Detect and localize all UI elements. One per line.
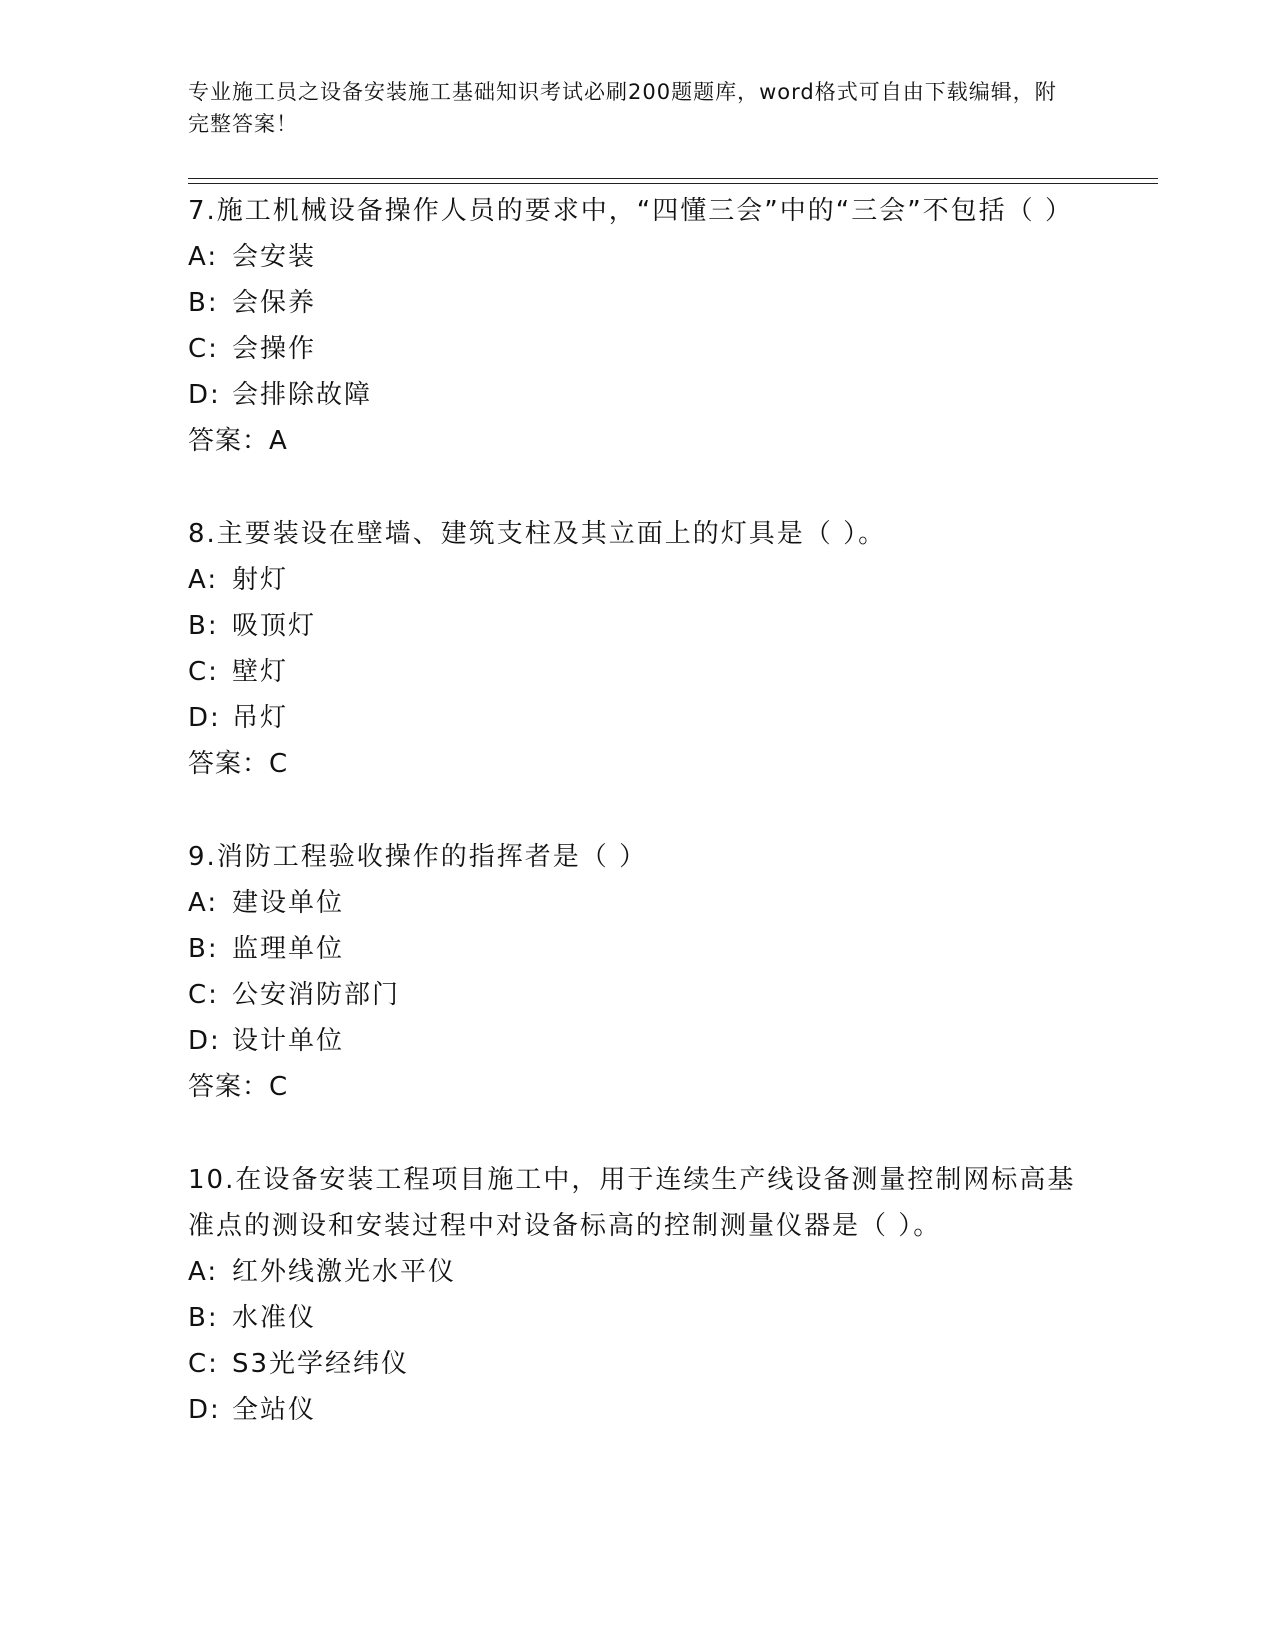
option-text: 设计单位 [232,1026,345,1056]
header-divider-top [188,178,1158,179]
option-text: 建设单位 [232,888,345,918]
option-text: 会操作 [232,334,317,364]
header-divider-bottom [188,183,1158,184]
option-key: B: [188,934,219,964]
option-c [188,972,1088,1018]
option-key: A: [188,888,219,918]
option-key: A: [188,565,219,595]
option-text: 会安装 [232,242,317,272]
option-key: D: [188,703,221,733]
option-key: C: [188,1349,219,1379]
answer-line: 答案：C [188,1072,289,1102]
option-text: S3光学经纬仪 [232,1349,410,1379]
option-text: 吊灯 [232,703,289,733]
option-text: 会保养 [232,288,317,318]
option-text: 水准仪 [232,1303,317,1333]
question-stem: 10.在设备安装工程项目施工中，用于连续生产线设备测量控制网标高基准点的测设和安装过程中对设备标高的控制测量仪器是（ ）。 [188,1165,1076,1241]
option-a [188,234,1088,280]
option-key: B: [188,1303,219,1333]
answer-line: 答案：A [188,426,288,456]
option-a [188,880,1088,926]
option-c [188,1341,1088,1387]
option-text: 监理单位 [232,934,345,964]
option-d [188,1387,1088,1433]
document-header: 专业施工员之设备安装施工基础知识考试必刷200题题库，word格式可自由下载编辑，附完整答案！ [188,80,1057,136]
option-c [188,649,1088,695]
option-c [188,326,1088,372]
question-7 [188,188,1088,464]
option-b [188,1295,1088,1341]
question-9 [188,834,1088,1110]
option-key: B: [188,288,219,318]
option-text: 射灯 [232,565,289,595]
option-key: C: [188,334,219,364]
question-stem: 7.施工机械设备操作人员的要求中，“四懂三会”中的“三会”不包括（ ） [188,196,1073,226]
option-key: C: [188,980,219,1010]
option-text: 吸顶灯 [232,611,317,641]
option-key: A: [188,242,219,272]
option-key: D: [188,1395,221,1425]
option-b [188,280,1088,326]
option-b [188,926,1088,972]
option-d [188,372,1088,418]
option-a [188,1249,1088,1295]
option-text: 全站仪 [232,1395,317,1425]
answer-line: 答案：C [188,749,289,779]
option-a [188,557,1088,603]
option-text: 红外线激光水平仪 [232,1257,457,1287]
option-text: 公安消防部门 [232,980,401,1010]
option-key: B: [188,611,219,641]
option-b [188,603,1088,649]
question-10 [188,1157,1088,1433]
option-key: D: [188,1026,221,1056]
question-stem: 9.消防工程验收操作的指挥者是（ ） [188,842,648,872]
question-stem: 8.主要装设在壁墙、建筑支柱及其立面上的灯具是（ ）。 [188,519,887,549]
option-text: 壁灯 [232,657,289,687]
option-d [188,695,1088,741]
option-key: C: [188,657,219,687]
question-list [188,188,1088,1480]
option-key: A: [188,1257,219,1287]
option-key: D: [188,380,221,410]
option-text: 会排除故障 [232,380,373,410]
option-d [188,1018,1088,1064]
question-8 [188,511,1088,787]
